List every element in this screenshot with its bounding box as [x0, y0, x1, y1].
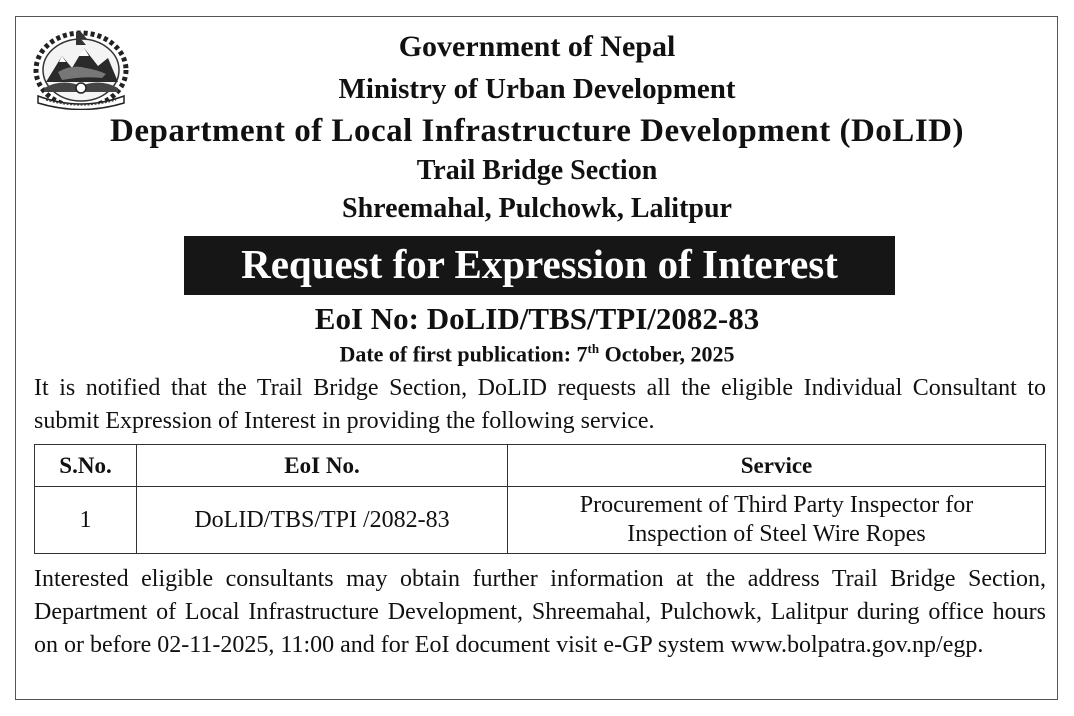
publication-date-suffix: th — [587, 341, 600, 356]
cell-sno: 1 — [35, 487, 137, 554]
notice-title-banner: Request for Expression of Interest — [184, 236, 895, 295]
header-government: Government of Nepal — [398, 30, 676, 63]
service-line-1: Procurement of Third Party Inspector for — [579, 492, 974, 518]
header-ministry: Ministry of Urban Development — [338, 73, 736, 105]
header-address: Shreemahal, Pulchowk, Lalitpur — [342, 193, 732, 224]
header-eoi-no: EoI No. — [137, 445, 508, 487]
header-section: Trail Bridge Section — [416, 155, 658, 186]
service-line-2: Inspection of Steel Wire Ropes — [627, 521, 926, 547]
header-department: Department of Local Infrastructure Development (DoLID) — [110, 113, 964, 149]
intro-paragraph: It is notified that the Trail Bridge Section, DoLID requests all the eligible Individual Consultant to submit Expression of Interest in providing the following service. — [34, 375, 1046, 434]
header-service: Service — [508, 445, 1046, 487]
closing-paragraph: Interested eligible consultants may obtain further information at the address Trail Bridge Section, Department of Local Infrastructure Development, Shreemahal, Pulchowk, Lalitpur during office hours on or before 02-11-2025, 11:00 and for EoI document visit e-GP system www.bolpatra.gov.np/egp. — [34, 566, 1046, 658]
cell-service — [508, 487, 1046, 554]
table-header-row — [35, 445, 1046, 487]
publication-date-label: Date of first publication: 7 — [339, 341, 588, 367]
publication-date-rest: October, 2025 — [599, 341, 735, 367]
publication-date — [0, 341, 1074, 367]
table-row — [35, 487, 1046, 554]
cell-eoi-no: DoLID/TBS/TPI /2082-83 — [137, 487, 508, 554]
header-sno: S.No. — [35, 445, 137, 487]
service-table — [34, 444, 1046, 554]
eoi-number: EoI No: DoLID/TBS/TPI/2082-83 — [314, 301, 760, 336]
